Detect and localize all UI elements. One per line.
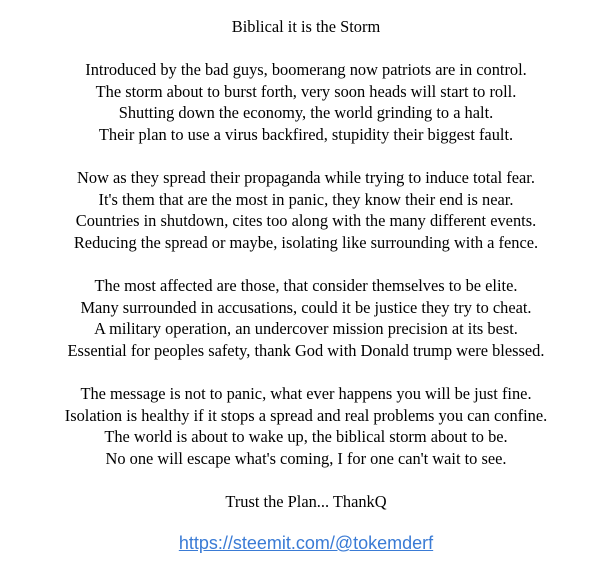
steemit-link[interactable]: https://steemit.com/@tokemderf [178, 533, 434, 553]
stanza-1 [0, 59, 612, 145]
stanza-4 [0, 383, 612, 469]
poem-line: Many surrounded in accusations, could it be justice they try to cheat. [80, 297, 532, 317]
stanza-2 [0, 167, 612, 253]
stanza-3 [0, 275, 612, 361]
poem-line: Essential for peoples safety, thank God with Donald trump were blessed. [67, 340, 545, 360]
poem-line: The message is not to panic, what ever happens you will be just fine. [80, 384, 532, 404]
poem-line: Shutting down the economy, the world grinding to a halt. [118, 103, 494, 123]
closing-line: Trust the Plan... ThankQ [225, 492, 387, 512]
poem-line: Countries in shutdown, cites too along with the many different events. [75, 211, 537, 231]
poem-line: Now as they spread their propaganda while trying to induce total fear. [77, 168, 535, 188]
poem-title: Biblical it is the Storm [231, 17, 381, 36]
poem-line: Their plan to use a virus backfired, stupidity their biggest fault. [98, 124, 514, 144]
poem-line: It's them that are the most in panic, they know their end is near. [98, 189, 514, 209]
poem-line: No one will escape what's coming, I for one can't wait to see. [105, 448, 507, 468]
poem-line: The storm about to burst forth, very soon heads will start to roll. [95, 81, 517, 101]
poem-line: A military operation, an undercover mission precision at its best. [94, 319, 518, 339]
poem-line: The world is about to wake up, the biblical storm about to be. [104, 427, 508, 447]
poem-line: Introduced by the bad guys, boomerang now patriots are in control. [85, 60, 527, 80]
poem-line: The most affected are those, that consider themselves to be elite. [94, 276, 518, 296]
poem-line: Reducing the spread or maybe, isolating like surrounding with a fence. [73, 232, 539, 252]
poem-line: Isolation is healthy if it stops a spread and real problems you can confine. [64, 405, 548, 425]
